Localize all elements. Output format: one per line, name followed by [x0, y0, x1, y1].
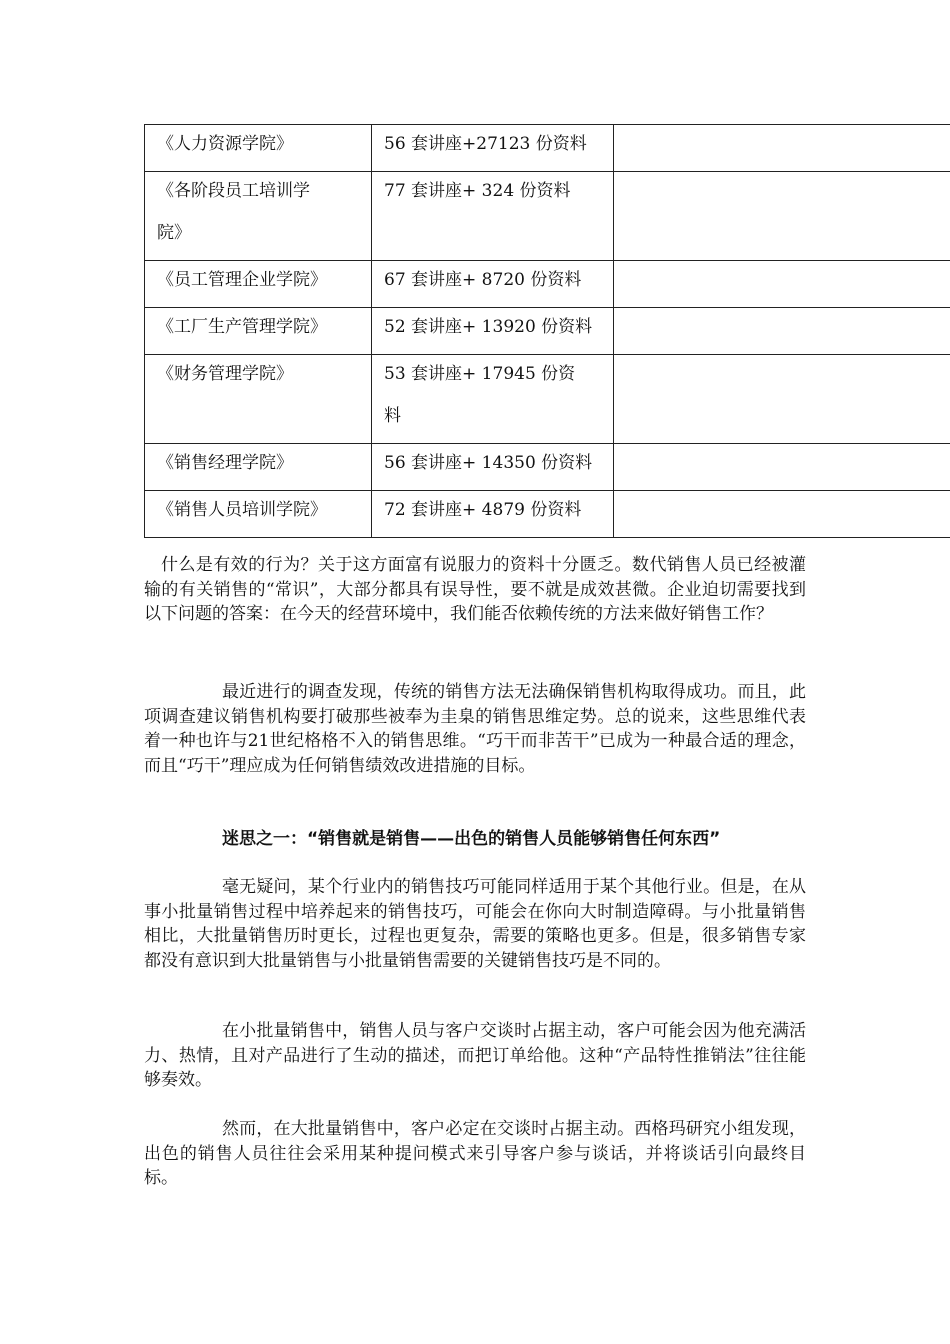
table-cell-note: [614, 355, 950, 444]
paragraph-survey: 最近进行的调查发现，传统的销售方法无法确保销售机构取得成功。而且，此项调查建议销售机构要打破那些被奉为圭臬的销售思维定势。总的说来，这些思维代表着一种也许与21世纪格格不入的销售思维。“巧干而非苦干”已成为一种最合适的理念，而且“巧干”理应成为任何销售绩效改进措施的目标。: [144, 682, 806, 776]
course-name: 《财务管理学院》: [157, 364, 293, 384]
course-name: 《工厂生产管理学院》: [157, 317, 327, 337]
table-cell-note: [614, 308, 950, 355]
table-cell-note: [614, 491, 950, 538]
course-content: 52 套讲座+ 13920 份资料: [384, 317, 593, 337]
table-cell-name: [145, 308, 372, 355]
table-row: [145, 444, 950, 491]
table-row: [145, 355, 950, 444]
table-cell-note: [614, 172, 950, 261]
table-row: [145, 308, 950, 355]
paragraph-skills: 毫无疑问，某个行业内的销售技巧可能同样适用于某个其他行业。但是，在从事小批量销售过程中培养起来的销售技巧，可能会在你向大时制造障碍。与小批量销售相比，大批量销售历时更长，过程也更复杂，需要的策略也更多。但是，很多销售专家都没有意识到大批量销售与小批量销售需要的关键销售技巧是不同的。: [144, 877, 806, 971]
course-content: 77 套讲座+ 324 份资料: [384, 181, 571, 201]
table-row: [145, 172, 950, 261]
table-cell-content: [372, 308, 614, 355]
table-cell-content: [372, 172, 614, 261]
table-cell-content: [372, 261, 614, 308]
course-content: 56 套讲座+ 14350 份资料: [384, 453, 593, 473]
table-cell-name: [145, 261, 372, 308]
table-cell-note: [614, 261, 950, 308]
table-cell-name: [145, 125, 372, 172]
course-name: 《销售经理学院》: [157, 453, 293, 473]
course-name: 《销售人员培训学院》: [157, 500, 327, 520]
table-cell-note: [614, 125, 950, 172]
paragraph-intro: 什么是有效的行为？关于这方面富有说服力的资料十分匮乏。数代销售人员已经被灌输的有关销售的“常识”，大部分都具有误导性，要不就是成效甚微。企业迫切需要找到以下问题的答案：在今天的经营环境中，我们能否依赖传统的方法来做好销售工作？: [144, 555, 806, 624]
table-row: [145, 125, 950, 172]
table-cell-name: [145, 444, 372, 491]
table-cell-note: [614, 444, 950, 491]
table-cell-name: [145, 491, 372, 538]
course-name: 《人力资源学院》: [157, 134, 293, 154]
course-content: 53 套讲座+ 17945 份资料: [384, 364, 576, 426]
course-content: 72 套讲座+ 4879 份资料: [384, 500, 582, 520]
section-heading: 迷思之一：“销售就是销售——出色的销售人员能够销售任何东西”: [222, 829, 721, 849]
course-catalog-table: [144, 124, 950, 538]
table-cell-content: [372, 125, 614, 172]
paragraph-large-sales: 然而，在大批量销售中，客户必定在交谈时占据主动。西格玛研究小组发现，出色的销售人员往往会采用某种提问模式来引导客户参与谈话，并将谈话引向最终目标。: [144, 1119, 806, 1188]
table-cell-content: [372, 444, 614, 491]
course-content: 67 套讲座+ 8720 份资料: [384, 270, 582, 290]
table-row: [145, 261, 950, 308]
table-row: [145, 491, 950, 538]
course-content: 56 套讲座+27123 份资料: [384, 134, 587, 154]
paragraph-small-sales: 在小批量销售中，销售人员与客户交谈时占据主动，客户可能会因为他充满活力、热情，且对产品进行了生动的描述，而把订单给他。这种“产品特性推销法”往往能够奏效。: [144, 1021, 806, 1090]
course-name: 《员工管理企业学院》: [157, 270, 327, 290]
table-cell-name: [145, 172, 372, 261]
course-name: 《各阶段员工培训学院》: [157, 181, 310, 243]
table-cell-content: [372, 491, 614, 538]
table-cell-name: [145, 355, 372, 444]
table-cell-content: [372, 355, 614, 444]
